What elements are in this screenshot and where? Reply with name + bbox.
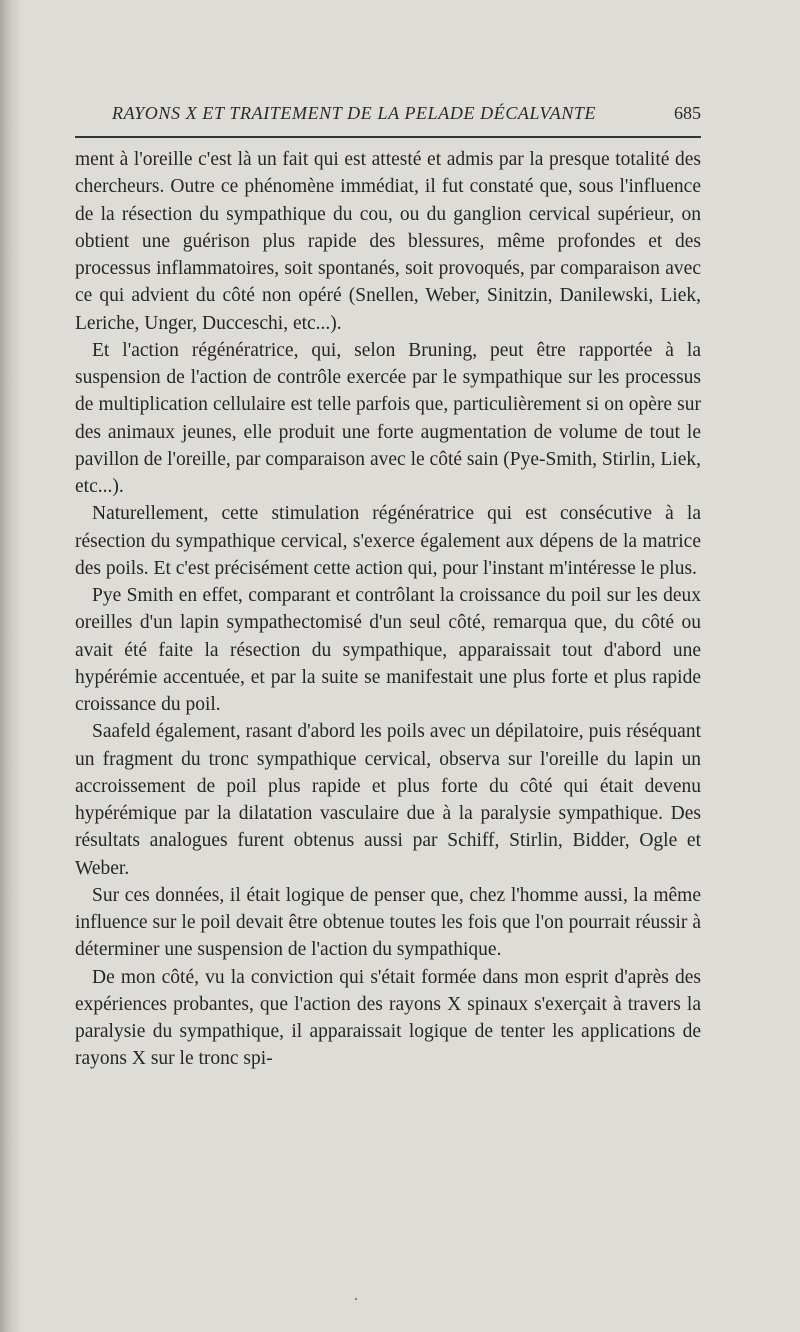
page-number: 685 [674,103,701,123]
running-title: RAYONS X ET TRAITEMENT DE LA PELADE DÉCALVANTE [112,103,597,123]
header-rule [75,136,701,138]
paragraph-6: Sur ces données, il était logique de penser que, chez l'homme aussi, la même influence sur le poil devait être obtenue toutes les fois que l'on pourrait réussir à déterminer une suspension de l'action du sympathique. [75,884,701,961]
paragraph-5: Saafeld également, rasant d'abord les poils avec un dépilatoire, puis réséquant un fragment du tronc sympathique cervical, observa sur l'oreille du lapin un accroissement de poil plus rapide et plus forte du côté qui était devenu hypérémique par la dilatation vasculaire due à la paralysie sympathique. Des résultats analogues furent obtenus aussi par Schiff, Stirlin, Bidder, Ogle et Weber. [75,721,701,879]
paragraph-2: Et l'action régénératrice, qui, selon Bruning, peut être rapportée à la suspension de l'action de contrôle exercée par le sympathique sur les processus de multiplication cellulaire est telle parfois que, particulièrement si on opère sur des animaux jeunes, elle produit une forte augmentation de volume de tout le pavillon de l'oreille, par comparaison avec le côté sain (Pye-Smith, Stirlin, Liek, etc...). [75,339,701,497]
paragraph-1: ment à l'oreille c'est là un fait qui est attesté et admis par la presque totalité des chercheurs. Outre ce phénomène immédiat, il fut constaté que, sous l'influence de la résection du sympathique du cou, ou du ganglion cervical supérieur, on obtient une guérison plus rapide des blessures, même profondes et des processus inflammatoires, soit spontanés, soit provoqués, par comparaison avec ce qui advient du côté non opéré (Snellen, Weber, Sinitzin, Danilewski, Liek, Leriche, Unger, Ducceschi, etc...). [75,149,701,334]
running-header [75,103,701,127]
paragraph-3: Naturellement, cette stimulation régénératrice qui est consécutive à la résection du sympathique cervical, s'exerce également aux dépens de la matrice des poils. Et c'est précisément cette action qui, pour l'instant m'intéresse le plus. [75,503,701,579]
paragraph-7: De mon côté, vu la conviction qui s'était formée dans mon esprit d'après des expériences probantes, que l'action des rayons X spinaux s'exerçait à travers la paralysie du sympathique, il apparaissait logique de tenter les applications de rayons X sur le tronc spi- [75,966,701,1070]
body-text [75,146,701,1073]
paragraph-4: Pye Smith en effet, comparant et contrôlant la croissance du poil sur les deux oreilles d'un lapin sympathectomisé d'un seul côté, remarqua que, du côté ou avait été faite la résection du sympathique, apparaissait tout d'abord une hypérémie accentuée, et par la suite se manifestait une plus forte et plus rapide croissance du poil. [75,585,701,715]
paper-speck [355,1298,357,1300]
